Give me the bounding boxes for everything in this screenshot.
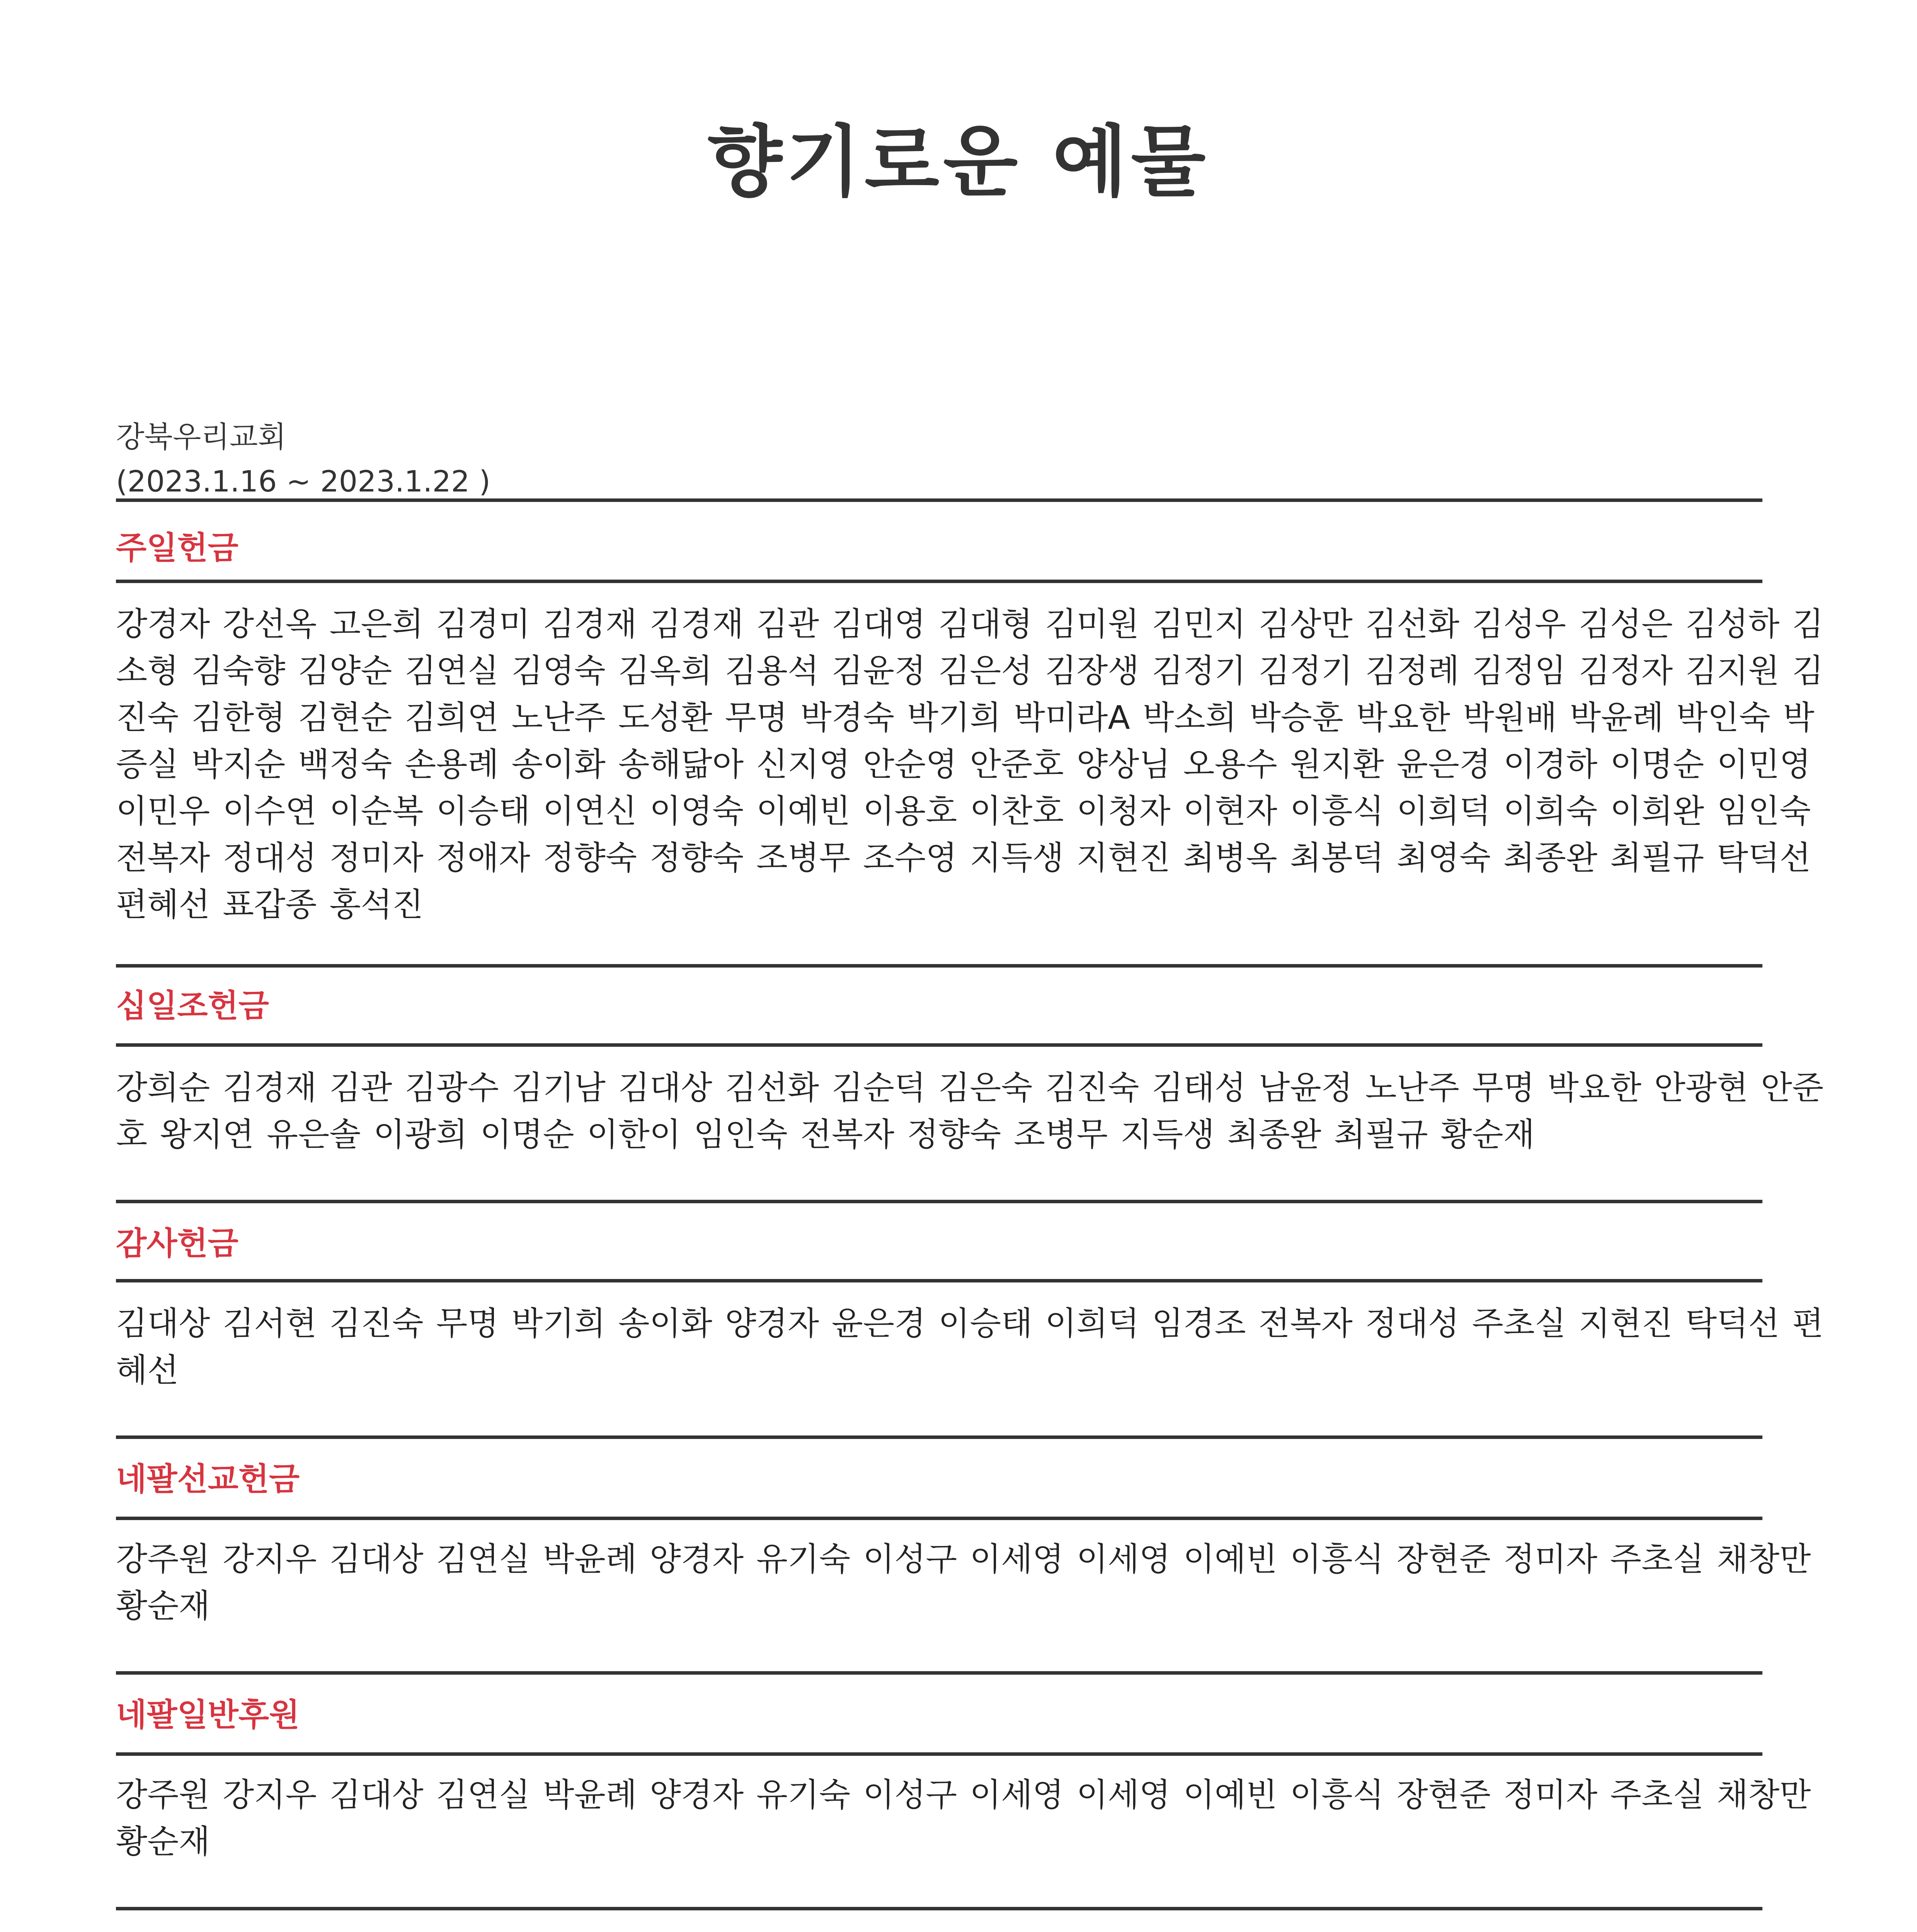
names-thanksgiving: 김대상 김서현 김진숙 무명 박기희 송이화 양경자 윤은경 이승태 이희덕 임경조 전복자 정대성 주초실 지현진 탁덕선 편혜선 <box>116 1304 1824 1389</box>
section-divider <box>116 1752 1762 1756</box>
section-title-tithe: 십일조헌금 <box>116 988 269 1024</box>
section-divider <box>116 1517 1762 1520</box>
section-title-sunday-offering: 주일헌금 <box>116 530 238 566</box>
section-title-thanksgiving: 감사헌금 <box>116 1225 238 1262</box>
section-divider <box>116 1200 1762 1203</box>
page-title: 향기로운 예물 <box>707 117 1210 207</box>
church-name: 강북우리교회 <box>116 420 286 454</box>
section-divider <box>116 1279 1762 1282</box>
section-divider <box>116 580 1762 583</box>
section-title-nepal-support: 네팔일반후원 <box>116 1697 300 1733</box>
names-nepal-mission: 강주원 강지우 김대상 김연실 박윤례 양경자 유기숙 이성구 이세영 이세영 이예빈 이흥식 장현준 정미자 주초실 채창만 황순재 <box>116 1540 1811 1625</box>
section-divider <box>116 1435 1762 1439</box>
section-divider <box>116 1907 1762 1910</box>
names-sunday-offering: 강경자 강선옥 고은희 김경미 김경재 김경재 김관 김대영 김대형 김미원 김민지 김상만 김선화 김성우 김성은 김성하 김소형 김숙향 김양순 김연실 김영숙 김옥희 김용석 김윤정 김은성 김장생 김정기 김정기 김정례 김정임 김정자 김지원 김진숙 김한형 김현순 김희연 노난주 도성환 무명 박경숙 박기희 박미라A 박소희 박승훈 박요한 박원배 박윤례 박인숙 박증실 박지순 백정숙 손용례 송이화 송해닮아 신지영 안순영 안준호 양상님 오용수 원지환 윤은경 이경하 이명순 이민영 이민우 이수연 이순복 이승태 이연신 이영숙 이예빈 이용호 이찬호 이청자 이현자 이흥식 이희덕 이희숙 이희완 임인숙 전복자 정대성 정미자 정애자 정향숙 정향숙 조병무 조수영 지득생 지현진 최병옥 최봉덕 최영숙 최종완 최필규 탁덕선 편혜선 표갑종 홍석진 <box>116 605 1824 923</box>
section-divider <box>116 498 1762 502</box>
section-divider <box>116 1671 1762 1675</box>
section-title-nepal-mission: 네팔선교헌금 <box>116 1461 300 1498</box>
section-divider <box>116 964 1762 968</box>
section-divider <box>116 1043 1762 1047</box>
names-nepal-support: 강주원 강지우 김대상 김연실 박윤례 양경자 유기숙 이성구 이세영 이세영 이예빈 이흥식 장현준 정미자 주초실 채창만 황순재 <box>116 1776 1811 1861</box>
date-range: (2023.1.16 ~ 2023.1.22 ) <box>116 464 491 498</box>
names-tithe: 강희순 김경재 김관 김광수 김기남 김대상 김선화 김순덕 김은숙 김진숙 김태성 남윤정 노난주 무명 박요한 안광현 안준호 왕지연 유은솔 이광희 이명순 이한이 임인숙 전복자 정향숙 조병무 지득생 최종완 최필규 황순재 <box>116 1069 1824 1153</box>
